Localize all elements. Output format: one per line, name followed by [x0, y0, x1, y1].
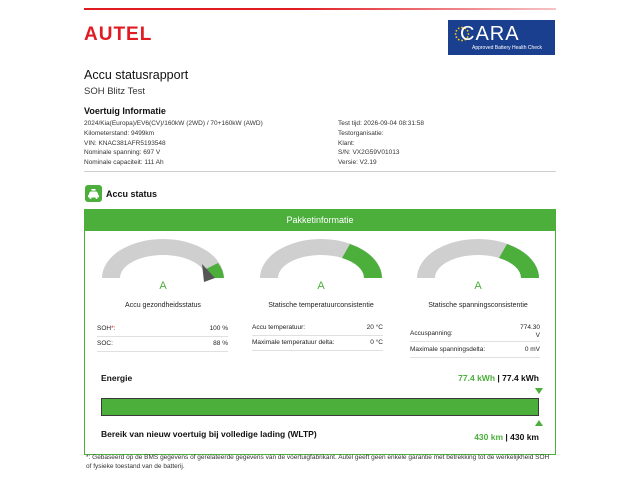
pack-voltage-unit: V	[535, 332, 540, 339]
pack-voltage-label: Accuspanning:	[410, 330, 453, 337]
soh-value: 100 %	[209, 325, 228, 332]
row-divider	[252, 350, 383, 351]
energy-readout	[458, 373, 539, 383]
test-time: Test tijd: 2026-09-04 08:31:58	[338, 120, 425, 127]
soh-asterisk: *	[111, 325, 114, 332]
pack-info-header: Pakketinformatie	[85, 210, 555, 231]
range-nominal: 430 km	[510, 432, 539, 442]
temperature-gauge	[252, 228, 390, 298]
car-battery-icon	[85, 185, 102, 202]
gauge-fill	[499, 244, 539, 278]
energy-bar-fill	[102, 399, 538, 415]
autel-logo: AUTEL	[84, 24, 153, 45]
energy-bar	[101, 398, 539, 416]
energy-current: 77.4 kWh	[458, 373, 496, 383]
customer: Klant:	[338, 139, 355, 147]
soc-value: 88 %	[213, 340, 228, 347]
row-divider	[97, 351, 228, 352]
vehicle-model: 2024/Kia(Europa)/EV6(CV)/160kW (2WD) / 70+160kW (AWD)	[84, 120, 263, 127]
soh-caption: Accu gezondheidsstatus	[125, 302, 201, 309]
voltage-delta-label: Maximale spanningsdelta:	[410, 346, 486, 353]
cara-tagline: Approved Battery Health Check	[472, 45, 543, 51]
report-subtitle: SOH Blitz Test	[84, 86, 146, 97]
soc-label: SOC:	[97, 340, 113, 347]
vehicle-mileage: Kilometerstand: 9499km	[84, 129, 155, 137]
row-divider	[252, 335, 383, 336]
pack-voltage-value: 774.30	[520, 324, 540, 331]
soh-gauge	[94, 228, 232, 298]
vehicle-info-heading: Voertuig Informatie	[84, 106, 166, 116]
range-current: 430 km	[474, 432, 504, 442]
vehicle-info-left	[84, 119, 263, 168]
temp-delta-label: Maximale temperatuur delta:	[252, 339, 335, 346]
range-marker-icon	[535, 420, 543, 426]
cara-badge	[448, 20, 555, 55]
gauge-fill	[342, 244, 382, 278]
soh-label: SOH*:	[97, 325, 116, 332]
soh-grade: A	[159, 280, 167, 292]
vehicle-nominal-voltage: Nominale spanning: 697 V	[84, 149, 161, 157]
voltage-caption: Statische spanningsconsistentie	[428, 302, 528, 309]
energy-label: Energie	[101, 373, 133, 383]
voltage-delta-value: 0 mV	[524, 346, 540, 353]
section-divider	[84, 171, 556, 172]
temperature-grade: A	[317, 280, 325, 292]
battery-temp-value: 20 °C	[366, 324, 383, 331]
voltage-grade: A	[474, 280, 482, 292]
row-divider	[410, 341, 540, 342]
energy-nominal: 77.4 kWh	[502, 373, 539, 383]
serial-number: S/N: VX2G59V01013	[338, 149, 400, 157]
test-organisation: Testorganisatie:	[338, 129, 384, 137]
range-readout	[474, 432, 539, 442]
disclaimer-footnote: *: Gebaseerd op de BMS gegevens of gerelateerde gegevens van de voertuigfabrikant. Autel geeft geen enkele garantie met betrekking tot de werkelijkheid SOH of fysieke toestand van de batterij.	[86, 454, 550, 470]
cara-wordmark: CARA	[460, 23, 520, 45]
range-separator: |	[503, 432, 511, 442]
temp-delta-value: 0 °C	[370, 339, 383, 346]
range-label: Bereik van nieuw voertuig bij volledige lading (WLTP)	[101, 429, 317, 439]
software-version: Versie: V2.19	[338, 159, 377, 167]
energy-separator: |	[495, 373, 503, 383]
battery-temp-label: Accu temperatuur:	[252, 324, 306, 331]
vehicle-info-right	[338, 119, 424, 168]
temperature-caption: Statische temperatuurconsistentie	[268, 302, 374, 309]
energy-marker-icon	[535, 388, 543, 394]
report-title: Accu statusrapport	[84, 68, 189, 82]
header-rule	[84, 8, 556, 10]
vehicle-nominal-capacity: Nominale capaciteit: 111 Ah	[84, 159, 164, 167]
vehicle-vin: VIN: KNAC381AFR5193548	[84, 139, 166, 147]
voltage-gauge	[409, 228, 547, 298]
battery-status-title: Accu status	[106, 189, 158, 199]
row-divider	[97, 336, 228, 337]
row-divider	[410, 357, 540, 358]
